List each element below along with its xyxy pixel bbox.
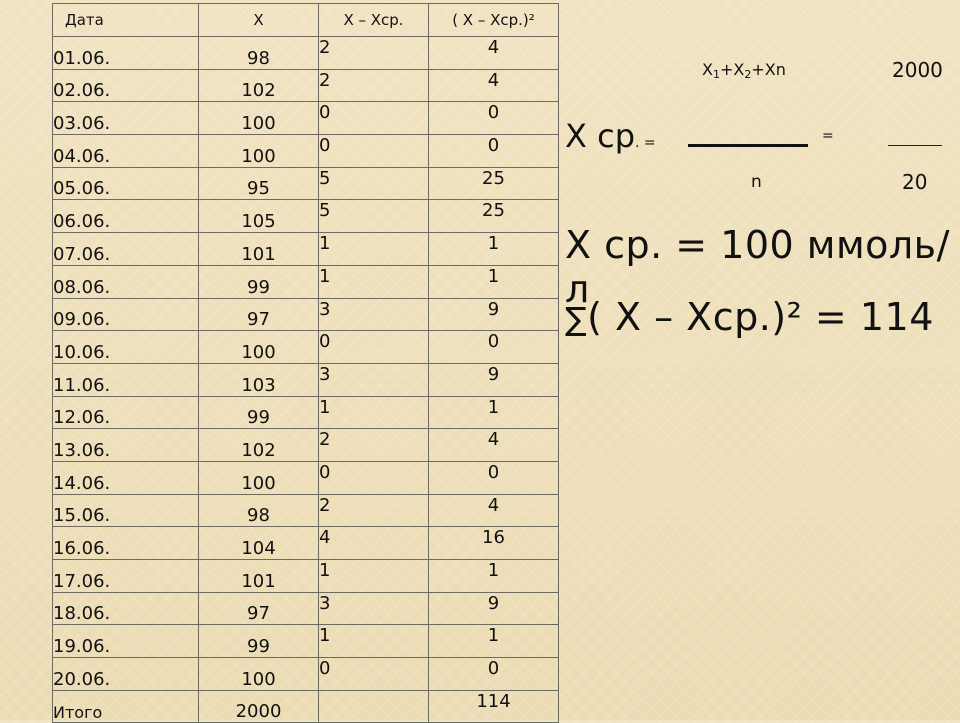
row-date: 01.06.: [53, 37, 199, 70]
row-squared-deviation: 0: [429, 461, 559, 494]
row-squared-deviation: 4: [429, 37, 559, 70]
row-squared-deviation: 25: [429, 167, 559, 200]
header-deviation: X – Xср.: [319, 4, 429, 37]
numerator-xn: +Xn: [751, 60, 786, 79]
total-deviation: [319, 690, 429, 723]
row-squared-deviation: 1: [429, 233, 559, 266]
numerator-sub1: 1: [712, 68, 720, 81]
table-row: [53, 331, 559, 364]
row-x: 102: [199, 69, 319, 102]
row-deviation: 2: [319, 494, 429, 527]
table-row: [53, 233, 559, 266]
table-row: [53, 527, 559, 560]
row-date: 02.06.: [53, 69, 199, 102]
header-x: X: [199, 4, 319, 37]
table-row: [53, 461, 559, 494]
numerator-x1: X: [702, 60, 713, 79]
row-squared-deviation: 0: [429, 331, 559, 364]
row-x: 99: [199, 625, 319, 658]
row-squared-deviation: 1: [429, 265, 559, 298]
row-date: 14.06.: [53, 461, 199, 494]
row-x: 100: [199, 102, 319, 135]
total-row: [53, 690, 559, 723]
table-row: [53, 298, 559, 331]
header-squared-deviation: ( X – Xср.)²: [429, 4, 559, 37]
numerator-x2: +X: [719, 60, 745, 79]
row-deviation: 3: [319, 592, 429, 625]
row-squared-deviation: 4: [429, 69, 559, 102]
table-row: [53, 102, 559, 135]
sum-of-squares: [565, 295, 934, 339]
row-deviation: 2: [319, 37, 429, 70]
row-deviation: 1: [319, 625, 429, 658]
row-deviation: 3: [319, 298, 429, 331]
table-row: [53, 658, 559, 691]
row-date: 13.06.: [53, 429, 199, 462]
row-date: 09.06.: [53, 298, 199, 331]
table-row: [53, 363, 559, 396]
row-deviation: 4: [319, 527, 429, 560]
row-date: 20.06.: [53, 658, 199, 691]
row-x: 101: [199, 233, 319, 266]
row-squared-deviation: 1: [429, 560, 559, 593]
formula-count-value: 20: [902, 170, 928, 194]
row-squared-deviation: 16: [429, 527, 559, 560]
row-squared-deviation: 4: [429, 429, 559, 462]
formula-denominator: n: [751, 172, 762, 192]
row-x: 100: [199, 331, 319, 364]
row-deviation: 1: [319, 560, 429, 593]
row-date: 04.06.: [53, 135, 199, 168]
row-squared-deviation: 9: [429, 592, 559, 625]
table-row: [53, 167, 559, 200]
row-deviation: 1: [319, 396, 429, 429]
fraction-bar-result: [888, 145, 942, 146]
row-squared-deviation: 0: [429, 135, 559, 168]
row-date: 18.06.: [53, 592, 199, 625]
table-row: [53, 429, 559, 462]
row-deviation: 0: [319, 461, 429, 494]
row-deviation: 0: [319, 135, 429, 168]
row-date: 12.06.: [53, 396, 199, 429]
row-x: 98: [199, 494, 319, 527]
row-x: 99: [199, 396, 319, 429]
row-x: 100: [199, 658, 319, 691]
table-row: [53, 265, 559, 298]
table-row: [53, 560, 559, 593]
row-deviation: 0: [319, 658, 429, 691]
formula-sum-value: 2000: [892, 58, 943, 82]
row-date: 07.06.: [53, 233, 199, 266]
row-deviation: 5: [319, 167, 429, 200]
row-date: 10.06.: [53, 331, 199, 364]
row-deviation: 2: [319, 429, 429, 462]
table-row: [53, 494, 559, 527]
table-row: [53, 200, 559, 233]
row-squared-deviation: 1: [429, 625, 559, 658]
row-x: 101: [199, 560, 319, 593]
row-date: 15.06.: [53, 494, 199, 527]
row-x: 97: [199, 298, 319, 331]
row-deviation: 1: [319, 233, 429, 266]
row-squared-deviation: 25: [429, 200, 559, 233]
row-date: 11.06.: [53, 363, 199, 396]
fraction-bar-main: [688, 144, 808, 147]
mean-symbol: X ср: [565, 117, 635, 155]
row-deviation: 2: [319, 69, 429, 102]
row-date: 05.06.: [53, 167, 199, 200]
row-date: 17.06.: [53, 560, 199, 593]
row-date: 06.06.: [53, 200, 199, 233]
total-squared-deviation: 114: [429, 690, 559, 723]
numerator-sub2: 2: [744, 68, 752, 81]
sum-of-squares-text: ( X – Xср.)² = 114: [587, 295, 934, 339]
row-x: 99: [199, 265, 319, 298]
header-date: Дата: [53, 4, 199, 37]
row-squared-deviation: 9: [429, 363, 559, 396]
table-header-row: [53, 4, 559, 37]
formula-numerator: [702, 60, 786, 81]
row-x: 100: [199, 135, 319, 168]
row-deviation: 1: [319, 265, 429, 298]
row-x: 103: [199, 363, 319, 396]
row-x: 102: [199, 429, 319, 462]
formula-equals-sign: =: [822, 128, 834, 144]
table-row: [53, 625, 559, 658]
mean-equals: . =: [635, 135, 656, 151]
row-x: 95: [199, 167, 319, 200]
row-date: 16.06.: [53, 527, 199, 560]
formula-mean-label: [565, 117, 656, 155]
row-x: 105: [199, 200, 319, 233]
table-row: [53, 396, 559, 429]
row-x: 98: [199, 37, 319, 70]
row-date: 03.06.: [53, 102, 199, 135]
table-row: [53, 592, 559, 625]
row-squared-deviation: 1: [429, 396, 559, 429]
row-x: 104: [199, 527, 319, 560]
table-row: [53, 37, 559, 70]
total-label: Итого: [53, 690, 199, 723]
row-date: 19.06.: [53, 625, 199, 658]
row-squared-deviation: 0: [429, 102, 559, 135]
sigma-icon: ∑: [565, 300, 588, 338]
row-x: 100: [199, 461, 319, 494]
row-x: 97: [199, 592, 319, 625]
measurements-table: [52, 3, 559, 723]
total-x: 2000: [199, 690, 319, 723]
table-row: [53, 135, 559, 168]
row-deviation: 5: [319, 200, 429, 233]
table-row: [53, 69, 559, 102]
row-deviation: 0: [319, 331, 429, 364]
row-squared-deviation: 0: [429, 658, 559, 691]
mean-result: X ср. = 100 ммоль/л: [565, 223, 950, 311]
row-deviation: 0: [319, 102, 429, 135]
row-deviation: 3: [319, 363, 429, 396]
row-squared-deviation: 9: [429, 298, 559, 331]
row-date: 08.06.: [53, 265, 199, 298]
row-squared-deviation: 4: [429, 494, 559, 527]
